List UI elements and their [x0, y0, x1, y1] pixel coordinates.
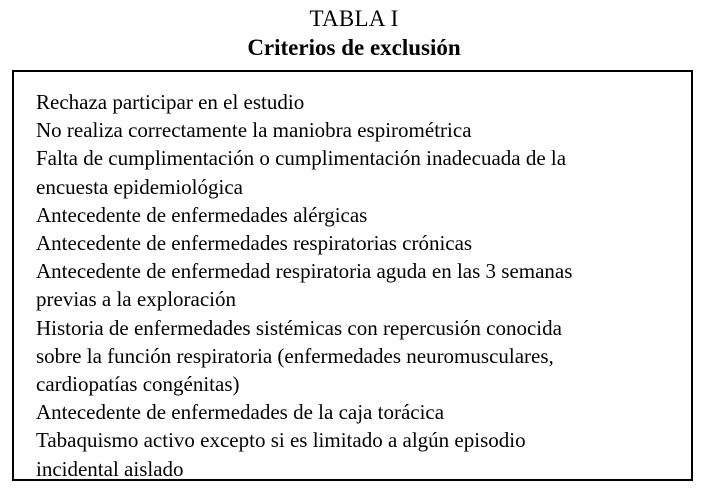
criterion-line: previas a la exploración	[36, 287, 236, 312]
criterion-line: Antecedente de enfermedades alérgicas	[36, 202, 368, 227]
criterion-item	[36, 88, 696, 116]
criterion-line: Tabaquismo activo excepto si es limitado a algún episodio	[36, 428, 526, 453]
criterion-item	[36, 201, 696, 229]
table-number: TABLA I	[309, 6, 399, 31]
criterion-line: Falta de cumplimentación o cumplimentación inadecuada de la	[36, 146, 567, 171]
criterion-line: Antecedente de enfermedades de la caja torácica	[36, 400, 445, 425]
criterion-line: Rechaza participar en el estudio	[36, 90, 305, 114]
criterion-item	[36, 398, 696, 426]
criterion-item	[36, 257, 696, 313]
criterion-item	[36, 144, 696, 200]
criterion-line: Antecedente de enfermedades respiratorias crónicas	[36, 231, 473, 256]
criterion-line: Historia de enfermedades sistémicas con repercusión conocida	[36, 315, 562, 340]
criterion-line: Antecedente de enfermedad respiratoria aguda en las 3 semanas	[36, 259, 573, 284]
criteria-box	[12, 70, 693, 481]
criterion-item	[36, 116, 696, 144]
criterion-item	[36, 314, 696, 399]
criterion-line: sobre la función respiratoria (enfermedades neuromusculares,	[36, 343, 554, 368]
criterion-line: cardiopatías congénitas)	[36, 372, 240, 397]
criterion-line: encuesta epidemiológica	[36, 174, 243, 199]
criterion-line: No realiza correctamente la maniobra espirométrica	[36, 118, 472, 143]
table-title: Criterios de exclusión	[247, 35, 461, 60]
criterion-item	[36, 426, 696, 482]
criteria-list	[36, 88, 696, 483]
criterion-line: incidental aislado	[36, 456, 184, 481]
criterion-item	[36, 229, 696, 257]
